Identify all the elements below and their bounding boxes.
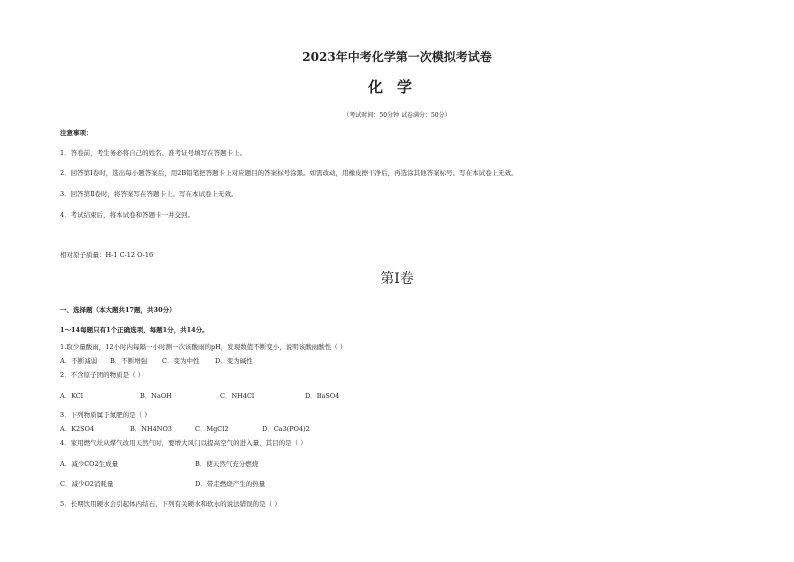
option-b: B．使天然气充分燃烧 (195, 460, 259, 468)
question-1: 1.取少量酸雨，12小时内每隔一小时测一次该酸雨的pH，发现数值不断变小，说明该酸雨酸性（ ） (60, 343, 347, 351)
option-c: C．MgCl2 (195, 425, 229, 433)
notes-heading: 注意事项： (60, 129, 93, 137)
note-item: 4．考试结束后，将本试卷和答题卡一并交回。 (60, 211, 195, 219)
exam-title: 2023年中考化学第一次模拟考试卷 (302, 50, 492, 64)
option-d: D．BaSO4 (305, 392, 340, 400)
option-b: B．NH4NO3 (130, 425, 172, 433)
option-c: C．变为中性 (162, 357, 200, 365)
note-item: 3．回答第Ⅱ卷时，将答案写在答题卡上。写在本试卷上无效。 (60, 190, 238, 198)
option-c: C．减少O2消耗量 (60, 480, 114, 488)
question-3: 3．下列物质属于氮肥的是（ ） (60, 411, 151, 419)
question-5: 5．长期饮用硬水会引起体内结石，下列有关硬水和软水的说法错误的是（ ） (60, 500, 281, 508)
option-d: D．变为碱性 (215, 357, 253, 365)
option-a: A．不断减弱 (60, 357, 98, 365)
option-b: B．NaOH (140, 392, 172, 400)
section-subheading: 1～14每题只有1个正确选项，每题1分，共14分。 (60, 326, 209, 334)
option-d: D．Ca3(PO4)2 (262, 425, 310, 433)
option-d: D．带走燃烧产生的热量 (195, 480, 266, 488)
note-item: 1．答卷前，考生务必将自己的姓名、准考证号填写在答题卡上。 (60, 149, 247, 157)
option-c: C．NH4Cl (220, 392, 255, 400)
part-title: 第Ⅰ卷 (380, 271, 414, 287)
option-a: A．减少CO2生成量 (60, 460, 119, 468)
exam-meta: （考试时间：50分钟 试卷满分：50分） (343, 112, 451, 119)
note-item: 2．回答第Ⅰ卷时，选出每小题答案后，用2B铅笔把答题卡上对应题目的答案标号涂黑。如需改动，用橡皮擦干净后，再选涂其他答案标号。写在本试卷上无效。 (60, 169, 518, 177)
section-heading: 一、选择题（本大题共17题，共30分） (60, 306, 176, 314)
option-a: A．KCl (60, 392, 83, 400)
question-2: 2．不含原子团的物质是（ ） (60, 371, 145, 379)
atomic-mass: 相对原子质量：H-1 C-12 O-16 (60, 251, 154, 259)
subject-title: 化学 (367, 78, 426, 96)
option-a: A．K2SO4 (60, 425, 95, 433)
question-4: 4．家用燃气灶从煤气改用天然气时，要增大风门以提高空气的进入量，其目的是（ ） (60, 439, 307, 447)
option-b: B．不断增强 (110, 357, 148, 365)
